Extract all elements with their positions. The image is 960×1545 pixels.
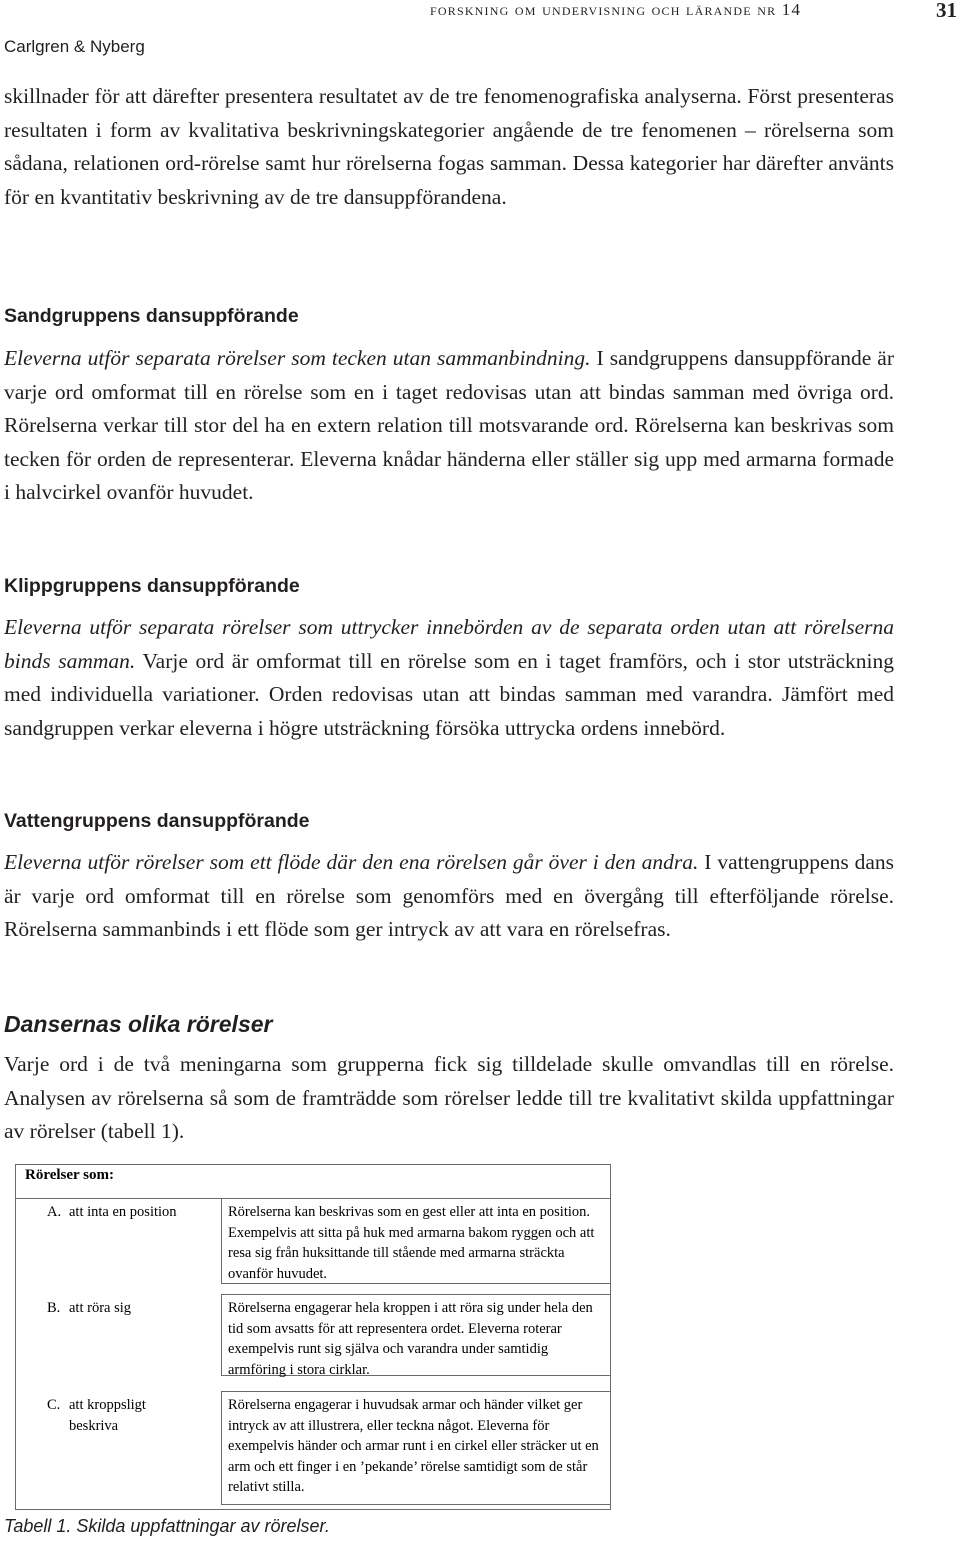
- row-label: att kroppsligt beskriva: [69, 1397, 146, 1434]
- table-row-label: [16, 1295, 221, 1375]
- klipp-text: Varje ord är omformat till en rörelse som en i taget framförs, och i stor utsträckning med individuella variationer. Orden redovisas utan att bindas samman med varandra. Jämfört med sandgruppen verkar eleverna i högre utsträckning försöka uttrycka ordens innebörd.: [4, 648, 895, 740]
- table-row-description: Rörelserna kan beskrivas som en gest eller att inta en position. Exempelvis att sitta på huk med armarna bakom ryggen och att resa sig från huksittande till stående med armarna sträckta ovanför huvudet.: [221, 1198, 610, 1284]
- sand-paragraph: [4, 342, 894, 510]
- table-row-label: [16, 1199, 221, 1284]
- table-row-description: Rörelserna engagerar i huvudsak armar och händer vilket ger intryck av att illustrera, eller teckna något. Eleverna för exempelvis händer och armar runt i en cirkel eller sträcker ut en arm och ett finger i en ’pekande’ rörelse samtidigt som de står relativt stilla.: [221, 1391, 610, 1505]
- sand-text: I sandgruppens dansuppförande är varje ord omformat till en rörelse som en i taget redovisas utan att bindas samman med övriga ord. Rörelserna verkar till stor del ha en extern relation till motsvarande ord. Rörelserna kan beskrivas som tecken för orden de representerar. Eleverna knådar händerna eller ställer sig upp med armarna formade i halvcirkel ovanför huvudet.: [4, 346, 895, 505]
- vatten-heading: Vattengruppens dansuppförande: [4, 810, 310, 832]
- row-label: att inta en position: [69, 1204, 177, 1220]
- row-label: att röra sig: [69, 1300, 132, 1316]
- author-line: Carlgren & Nyberg: [4, 37, 145, 56]
- klipp-heading: Klippgruppens dansuppförande: [4, 575, 300, 597]
- sand-heading: Sandgruppens dansuppförande: [4, 305, 299, 327]
- row-marker: B.: [47, 1300, 61, 1316]
- klipp-lead: Eleverna utför separata rörelser som uttrycker innebörden av de separata orden utan att rörelserna binds samman.: [4, 615, 894, 673]
- klipp-paragraph: [4, 611, 894, 745]
- dansernas-paragraph: Varje ord i de två meningarna som grupperna fick sig tilldelade skulle omvandlas till en rörelse. Analysen av rörelserna så som de framträdde som rörelser ledde till tre kvalitativt skilda uppfattningar av rörelser (tabell 1).: [4, 1052, 894, 1144]
- table-header-row: [16, 1165, 610, 1199]
- table-caption: Tabell 1. Skilda uppfattningar av rörelser.: [4, 1516, 330, 1536]
- vatten-paragraph: [4, 846, 894, 947]
- dansernas-heading: Dansernas olika rörelser: [4, 1011, 273, 1037]
- sand-lead: Eleverna utför separata rörelser som tecken utan sammanbindning.: [4, 346, 591, 370]
- table-header-label: Rörelser som:: [25, 1167, 115, 1183]
- page-number: 31: [936, 0, 957, 22]
- movements-table: [15, 1164, 611, 1510]
- intro-paragraph: skillnader för att därefter presentera resultatet av de tre fenomenografiska analyserna. Först presenteras resultaten i form av kvalitativa beskrivningskategorier angående de tre fenomenen – rörelserna som sådana, relationen ord-rörelse samt hur rörelserna fogas samman. Dessa kategorier har därefter använts för en kvantitativ beskrivning av de tre dansuppförandena.: [4, 84, 894, 209]
- row-marker: C.: [47, 1397, 61, 1413]
- row-marker: A.: [47, 1204, 62, 1220]
- running-head: forskning om undervisning och lärande nr 14: [430, 0, 802, 19]
- vatten-lead: Eleverna utför rörelser som ett flöde där den ena rörelsen går över i den andra.: [4, 850, 699, 874]
- table-row-description: Rörelserna engagerar hela kroppen i att röra sig under hela den tid som avsatts för att representera ordet. Eleverna roterar exempelvis runt sig själva och varandra under samtidig armföring i stora cirklar.: [221, 1294, 610, 1376]
- table-row-label: [16, 1392, 221, 1505]
- vatten-text: I vattengruppens dans är varje ord omformat till en rörelse som genomförs med en övergång till efterföljande rörelse. Rörelserna sammanbinds i ett flöde som ger intryck av att vara en rörelsefras.: [4, 850, 894, 942]
